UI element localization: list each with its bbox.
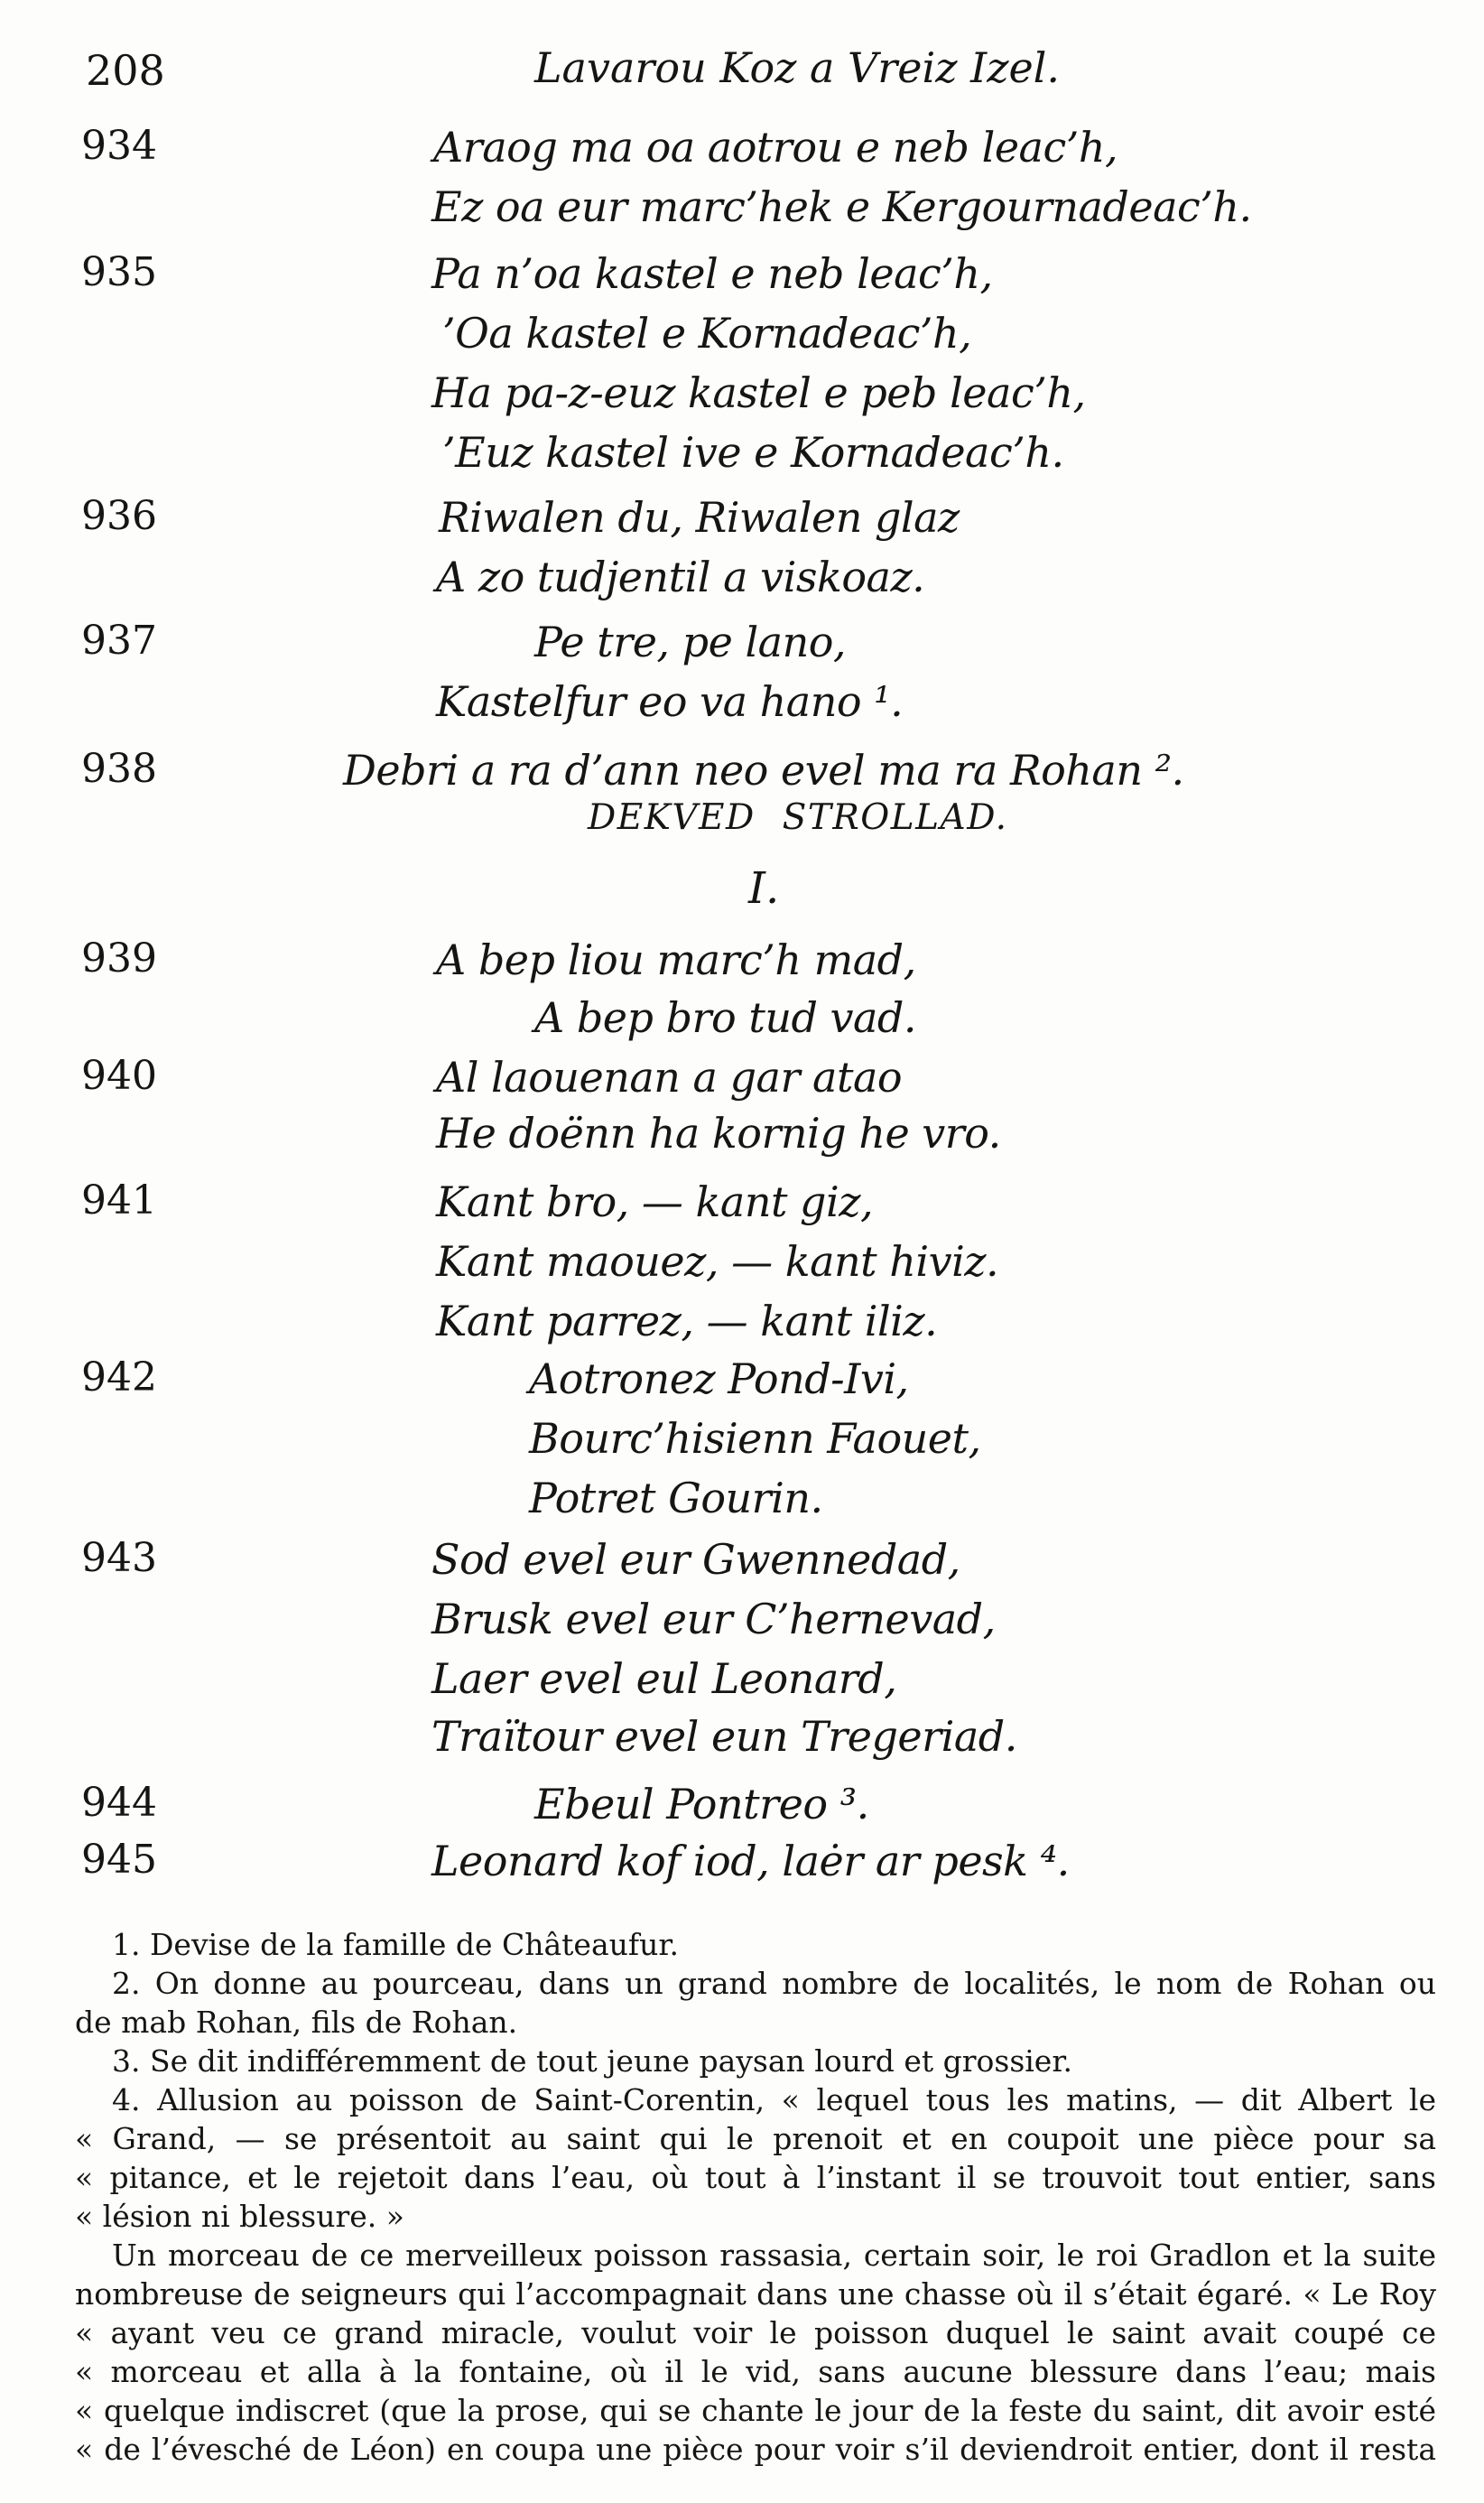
verse-line: Ebeul Pontreo ³. [534,1780,869,1828]
verse-number: 934 [81,123,157,169]
verse-line: Kant bro, — kant giz, [436,1177,874,1226]
verse-number: 936 [81,493,157,539]
verse-number: 941 [81,1177,157,1224]
verse-line: ’Oa kastel e Kornadeac’h, [442,309,972,358]
verse-line: A bep bro tud vad. [534,993,916,1042]
verse-line: Ha pa-z-euz kastel e peb leac’h, [431,368,1086,417]
paragraph-line: nombreuse de seigneurs qui l’accompagnait dans une chasse où il s’était égaré. « Le Roy [75,2276,1436,2312]
verse-line: Kastelfur eo va hano ¹. [436,677,904,726]
verse-line: ’Euz kastel ive e Kornadeac’h. [442,428,1064,477]
footnote-line: « Grand, — se présentoit au saint qui le prenoit et en coupoit une pièce pour sa [75,2121,1436,2156]
verse-line: Bourc’hisienn Faouet, [529,1414,981,1463]
verse-number: 940 [81,1053,157,1099]
paragraph-line: « ayant veu ce grand miracle, voulut voir le poisson duquel le saint avait coupé ce [75,2315,1436,2350]
footnote-line: 4. Allusion au poisson de Saint-Corentin, « lequel tous les matins, — dit Albert le [112,2082,1436,2117]
verse-line: Pa n’oa kastel e neb leac’h, [431,249,993,298]
paragraph-line: « morceau et alla à la fontaine, où il le vid, sans aucune blessure dans l’eau; mais [75,2354,1436,2389]
page-number: 208 [86,46,165,95]
verse-number: 937 [81,618,157,664]
verse-line: Kant maouez, — kant hiviz. [436,1237,999,1286]
verse-line: Aotronez Pond-Ivi, [529,1354,909,1403]
verse-line: Al laouenan a gar atao [436,1053,903,1102]
verse-line: Kant parrez, — kant iliz. [436,1297,938,1345]
verse-number: 942 [81,1354,157,1400]
verse-line: Leonard kof iod, laėr ar pesk ⁴. [431,1837,1070,1885]
verse-line: Laer evel eul Leonard, [431,1654,897,1703]
verse-line: Pe tre, pe lano, [534,618,847,666]
footnote-line: de mab Rohan, fils de Rohan. [75,2005,518,2040]
verse-line: Ez oa eur marc’hek e Kergournadeac’h. [431,182,1252,231]
verse-line: Riwalen du, Riwalen glaz [439,493,960,542]
footnote-line: 3. Se dit indifféremment de tout jeune paysan lourd et grossier. [112,2043,1072,2079]
paragraph-line: « de l’évesché de Léon) en coupa une pièce pour voir s’il deviendroit entier, dont il resta [75,2432,1436,2467]
verse-number: 944 [81,1780,157,1826]
footnote-line: « lésion ni blessure. » [75,2199,404,2234]
verse-number: 939 [81,935,157,982]
verse-number: 938 [81,746,157,792]
verse-line: Araog ma oa aotrou e neb leac’h, [433,123,1118,172]
verse-line: He doënn ha kornig he vro. [436,1109,1001,1158]
verse-number: 945 [81,1837,157,1883]
paragraph-line: « quelque indiscret (que la prose, qui se chante le jour de la feste du saint, dit avoir esté [75,2393,1436,2428]
verse-number: 943 [81,1535,157,1581]
verse-line: Brusk evel eur C’hernevad, [431,1595,996,1643]
verse-line: A zo tudjentil a viskoaz. [436,553,925,601]
verse-line: Traïtour evel eun Tregeriad. [431,1712,1017,1761]
footnote-line: 2. On donne au pourceau, dans un grand nombre de localités, le nom de Rohan ou [112,1966,1436,2001]
paragraph-line: Un morceau de ce merveilleux poisson rassasia, certain soir, le roi Gradlon et la suite [112,2238,1436,2273]
verse-line: Debri a ra d’ann neo evel ma ra Rohan ². [343,746,1184,795]
section-numeral: I. [748,863,780,914]
section-heading: DEKVED STROLLAD. [588,797,1008,838]
verse-line: Potret Gourin. [529,1474,823,1522]
footnote-line: 1. Devise de la famille de Châteaufur. [112,1927,679,1962]
verse-line: A bep liou marc’h mad, [436,935,916,984]
verse-line: Sod evel eur Gwennedad, [431,1535,960,1584]
footnote-line: « pitance, et le rejetoit dans l’eau, où tout à l’instant il se trouvoit tout entier, sans [75,2160,1436,2195]
running-title: Lavarou Koz a Vreiz Izel. [534,43,1061,92]
verse-number: 935 [81,249,157,295]
